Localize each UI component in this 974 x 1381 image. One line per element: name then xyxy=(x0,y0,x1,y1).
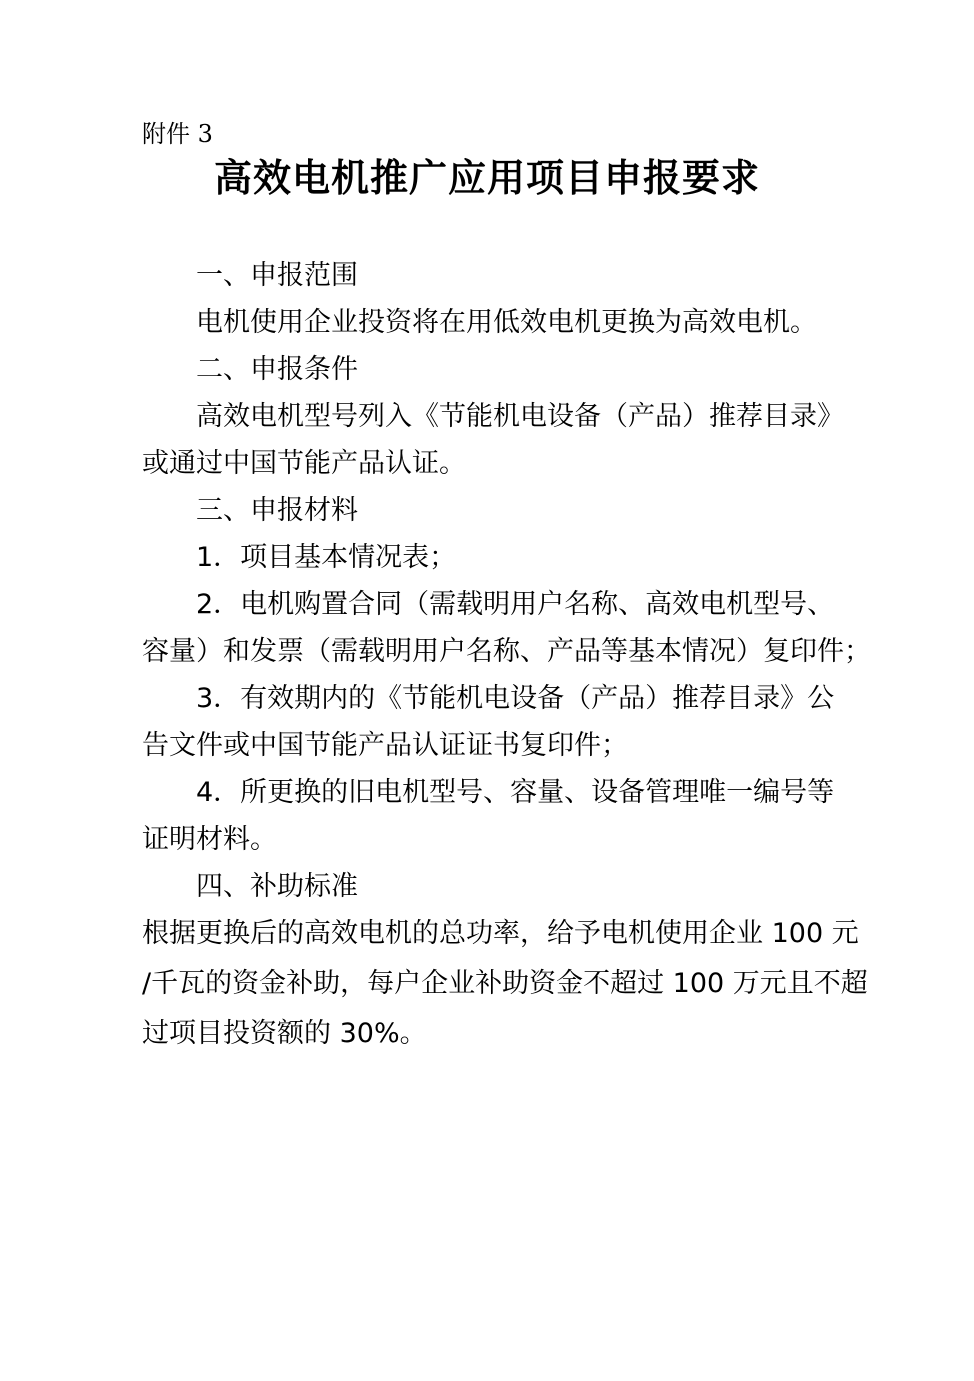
attachment-label: 附件 3 xyxy=(142,120,213,148)
document-title: 高效电机推广应用项目申报要求 xyxy=(213,155,760,200)
paragraph-scope: 电机使用企业投资将在用低效电机更换为高效电机。 xyxy=(196,307,817,338)
section-heading-scope: 一、申报范围 xyxy=(196,260,358,291)
paragraph-conditions-line-2: 或通过中国节能产品认证。 xyxy=(142,448,466,479)
section-heading-conditions: 二、申报条件 xyxy=(196,354,358,385)
material-item-4-line-2: 证明材料。 xyxy=(142,824,277,855)
paragraph-conditions-line-1: 高效电机型号列入《节能机电设备（产品）推荐目录》 xyxy=(196,401,844,432)
material-item-3-line-1: 3．有效期内的《节能机电设备（产品）推荐目录》公 xyxy=(196,683,835,714)
material-item-2-line-1: 2．电机购置合同（需载明用户名称、高效电机型号、 xyxy=(196,589,835,620)
paragraph-subsidy-line-2: /千瓦的资金补助，每户企业补助资金不超过 100 万元且不超 xyxy=(142,968,868,999)
section-heading-materials: 三、申报材料 xyxy=(196,495,358,526)
material-item-2-line-2: 容量）和发票（需载明用户名称、产品等基本情况）复印件； xyxy=(142,636,871,667)
material-item-4-line-1: 4．所更换的旧电机型号、容量、设备管理唯一编号等 xyxy=(196,777,835,808)
material-item-1: 1．项目基本情况表； xyxy=(196,542,457,573)
section-heading-subsidy: 四、补助标准 xyxy=(196,871,358,902)
paragraph-subsidy-line-3: 过项目投资额的 30%。 xyxy=(142,1018,427,1049)
paragraph-subsidy-line-1: 根据更换后的高效电机的总功率，给予电机使用企业 100 元 xyxy=(142,918,859,949)
material-item-3-line-2: 告文件或中国节能产品认证证书复印件； xyxy=(142,730,628,761)
